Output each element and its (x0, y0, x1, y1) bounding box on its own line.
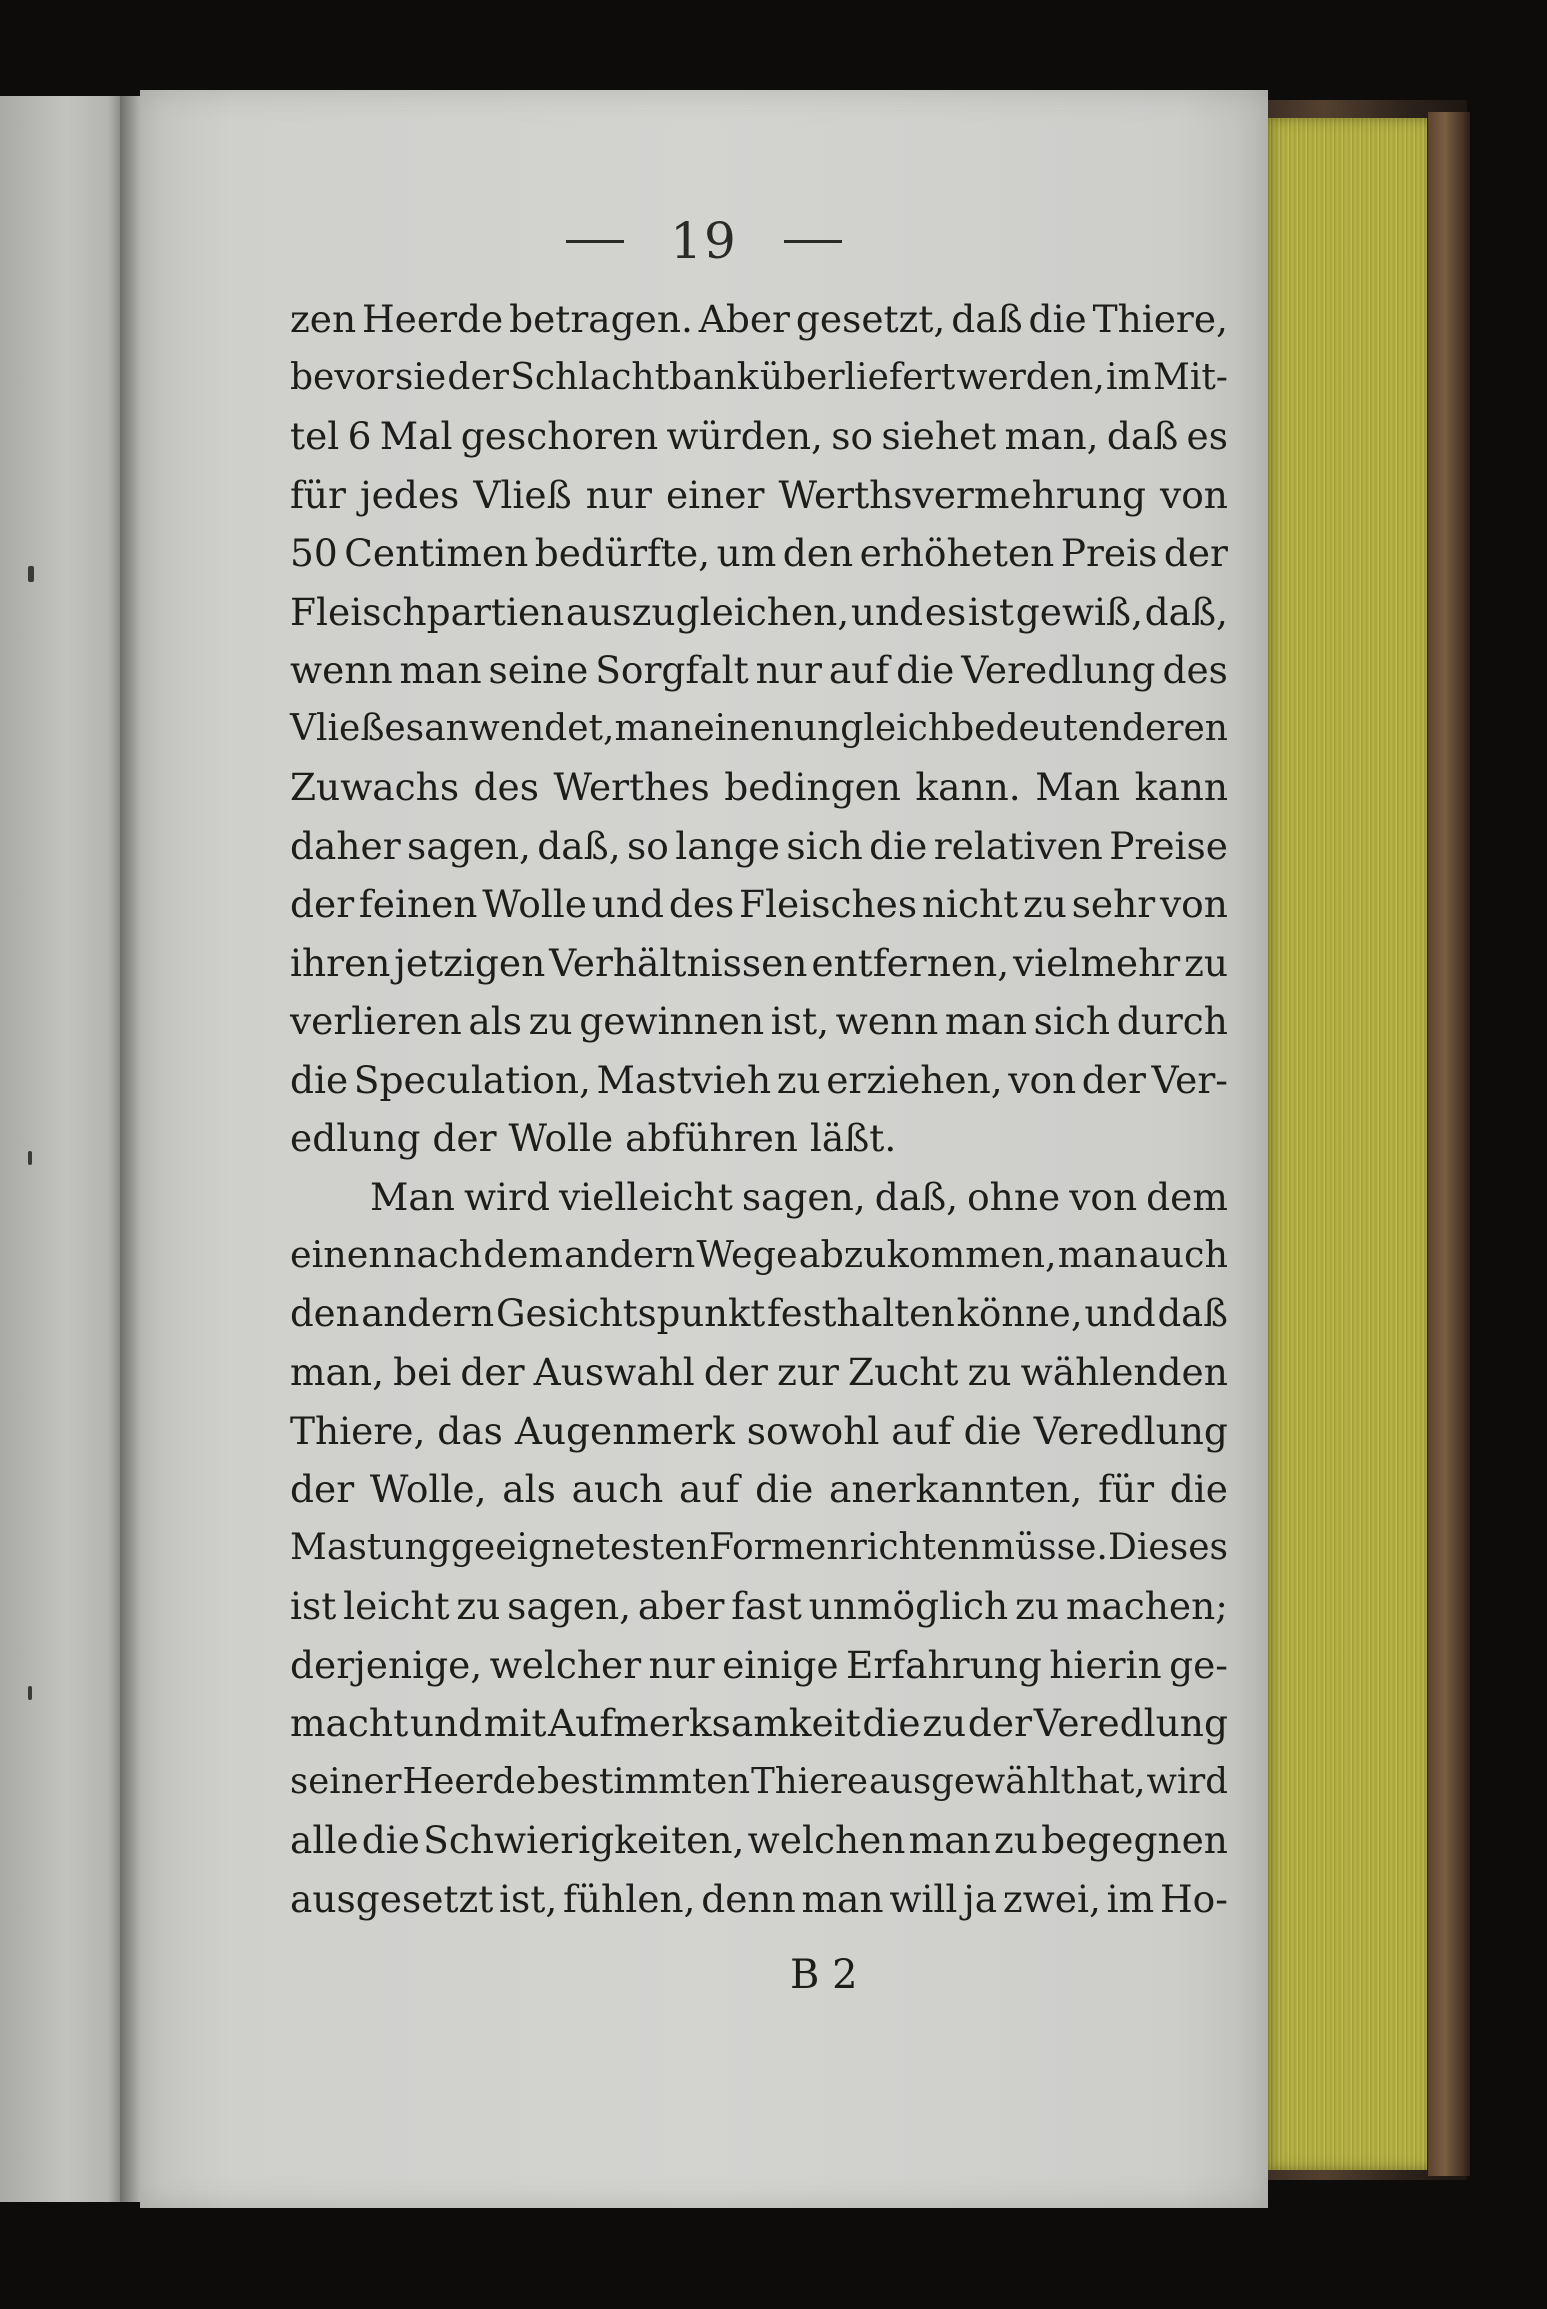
word: den (782, 531, 854, 575)
word: Schwierigkeiten, (423, 1818, 745, 1862)
word: Ho- (1159, 1876, 1228, 1921)
word: Aufmerksamkeit (548, 1701, 861, 1745)
word: anerkannten, (829, 1467, 1083, 1511)
word: jedes (360, 472, 460, 517)
word: daß (1106, 414, 1179, 458)
word: ist, (770, 999, 830, 1043)
word: hierin (1049, 1642, 1162, 1687)
word: der (447, 356, 509, 398)
word: des (473, 765, 539, 809)
word: sowohl (746, 1408, 880, 1453)
text-line (140, 1811, 1268, 1869)
word: ausgesetzt (290, 1876, 494, 1921)
word: für (1098, 1467, 1155, 1511)
page-number: 19 (670, 212, 738, 270)
word: ist (967, 589, 1015, 634)
word: von (1159, 882, 1228, 926)
word: sagen, (507, 1584, 632, 1628)
word: nur (755, 648, 822, 692)
word: der (290, 882, 355, 926)
text-line (140, 583, 1268, 641)
word: lange (675, 823, 780, 868)
word: Werthes (553, 765, 710, 809)
header-dash-left (566, 240, 624, 243)
word: relativen (933, 823, 1103, 868)
text-line (140, 349, 1268, 407)
word: zu (993, 1818, 1038, 1862)
word: Thiere, (290, 1408, 426, 1453)
word: leicht (343, 1584, 450, 1628)
word: um (716, 531, 777, 575)
word: Formen (708, 1526, 850, 1568)
word: bedürfte, (534, 531, 711, 575)
page-header (140, 208, 1268, 270)
word: Aber (698, 297, 790, 341)
text-line (140, 1402, 1268, 1460)
word: Verhältnissen (549, 940, 808, 985)
word: durch (1116, 999, 1228, 1043)
word: anwendet, (424, 707, 615, 749)
word: Erfahrung (845, 1642, 1042, 1687)
text-line (140, 1343, 1268, 1401)
word: den (290, 1291, 360, 1335)
word: die (361, 1818, 420, 1862)
word: einen (693, 707, 794, 749)
word: Gesichtspunkt (495, 1291, 766, 1335)
word: auszugleichen, (565, 589, 850, 634)
word: andern (361, 1291, 495, 1335)
word: fast (731, 1584, 802, 1628)
word: will (889, 1876, 958, 1921)
word: einige (722, 1642, 839, 1687)
word: Werthsvermehrung (778, 472, 1146, 517)
word: die (896, 648, 955, 692)
word: ge- (1169, 1642, 1228, 1687)
word: ja (963, 1876, 998, 1921)
text-line (140, 290, 1268, 348)
word: bedeutenderen (951, 707, 1228, 749)
word: Thiere, (1092, 297, 1228, 341)
word: Mal (379, 414, 453, 458)
word: Veredlung (1033, 1408, 1228, 1453)
word: zu (1184, 940, 1228, 985)
word: nach (393, 1233, 483, 1276)
text-line (140, 758, 1268, 816)
book-gutter (120, 96, 142, 2202)
word: bedingen (724, 765, 901, 809)
text-line (140, 1694, 1268, 1752)
word: bestimmten (537, 1760, 751, 1802)
word: feinen (358, 882, 478, 926)
text-line (140, 1168, 1268, 1226)
word: die (290, 1057, 349, 1102)
word: zu (456, 1584, 501, 1628)
word: welcher (489, 1642, 642, 1687)
text-line (140, 992, 1268, 1050)
text-line (140, 1285, 1268, 1343)
word: dem (1146, 1174, 1228, 1219)
word: zu (528, 999, 573, 1043)
word: auch (1138, 1233, 1228, 1276)
word: vielleicht (559, 1174, 733, 1219)
word: auf (678, 1467, 740, 1511)
text-line (140, 407, 1268, 465)
word: der (1081, 1057, 1146, 1102)
word: geschoren (460, 414, 659, 458)
word: von (1008, 1057, 1077, 1102)
word: einer (665, 472, 765, 517)
word: sehr (1071, 882, 1156, 926)
word: nicht (921, 882, 1019, 926)
word: die (963, 1408, 1022, 1453)
word: welchen (747, 1818, 906, 1862)
word: die (862, 1701, 921, 1745)
word: daher (290, 823, 401, 868)
word: Veredlung (961, 648, 1156, 692)
word: die (1028, 297, 1087, 341)
word: ausgewählt (868, 1760, 1075, 1802)
word: ungleich (793, 707, 952, 749)
text-line (140, 934, 1268, 992)
word: auf (828, 648, 890, 692)
word: alle (290, 1818, 359, 1862)
word: es (924, 589, 967, 634)
word: derjenige, (290, 1642, 483, 1687)
word: 6 (347, 414, 372, 458)
word: auch (571, 1467, 664, 1511)
word: gesetzt, (795, 297, 946, 341)
signature-mark: B 2 (790, 1952, 858, 1998)
left-page-mark (28, 1151, 32, 1165)
word: des (668, 882, 735, 926)
word: Mastung (290, 1526, 451, 1568)
text-line: edlung der Wolle abführen läßt. (290, 1116, 897, 1160)
word: Augenmerk (514, 1408, 735, 1453)
word: Dieses (1108, 1526, 1228, 1568)
word: Vließ (473, 472, 572, 517)
word: für (290, 472, 346, 517)
word: sagen, (407, 823, 531, 868)
word: der (703, 1350, 768, 1394)
word: die (1169, 1467, 1228, 1511)
word: Mit- (1152, 356, 1228, 398)
word: daß (951, 297, 1023, 341)
text-line (140, 875, 1268, 933)
word: bei (393, 1350, 452, 1394)
word: begegnen (1041, 1818, 1228, 1862)
word: zu (1023, 882, 1067, 926)
word: zu (776, 1057, 821, 1102)
word: werden, (956, 356, 1105, 398)
word: sagen, (741, 1174, 866, 1219)
word: Man (1035, 765, 1121, 809)
word: man, (290, 1350, 384, 1394)
word: aber (637, 1584, 725, 1628)
word: ohne (967, 1174, 1061, 1219)
word: siehet (881, 414, 997, 458)
text-line (140, 1519, 1268, 1577)
word: zwei, (1002, 1876, 1101, 1921)
word: von (1160, 472, 1228, 517)
word: und (591, 882, 665, 926)
word: Fleischpartien (290, 589, 565, 634)
word: Preis (1060, 531, 1158, 575)
word: daß (1157, 1291, 1228, 1335)
text-line (140, 1226, 1268, 1284)
word: so (831, 414, 874, 458)
text-line (140, 466, 1268, 524)
word: Mastvieh (596, 1057, 772, 1102)
word: ihren (290, 940, 391, 985)
book-page (140, 90, 1268, 2208)
word: 50 (290, 531, 338, 575)
word: Heerde (361, 297, 504, 341)
word: gewinnen (579, 999, 765, 1043)
word: ist (290, 1584, 337, 1628)
word: macht (290, 1701, 409, 1745)
word: der (1163, 531, 1228, 575)
word: der (967, 1701, 1033, 1745)
text-line (140, 817, 1268, 875)
word: nur (648, 1642, 715, 1687)
word: wenn (290, 648, 393, 692)
text-line (140, 524, 1268, 582)
word: seiner (290, 1760, 402, 1802)
word: das (437, 1408, 503, 1453)
word: Preise (1109, 823, 1228, 868)
word: sie (394, 356, 447, 398)
word: Schlachtbank (510, 356, 759, 398)
word: von (1069, 1174, 1138, 1219)
word: zen (290, 297, 357, 341)
word: vielmehr (1013, 940, 1181, 985)
text-line (140, 1577, 1268, 1635)
word: ist, (499, 1876, 558, 1921)
word: als (502, 1467, 556, 1511)
word: Wolle (482, 882, 587, 926)
word: machen; (1065, 1584, 1228, 1628)
word: verlieren (290, 999, 462, 1043)
word: wird (1146, 1760, 1228, 1802)
word: würden, (666, 414, 823, 458)
word: Wege (696, 1233, 798, 1276)
word: des (1162, 648, 1228, 692)
word: müsse. (980, 1526, 1108, 1568)
left-facing-page (0, 96, 120, 2202)
text-line (140, 1870, 1268, 1928)
text-line (140, 1051, 1268, 1109)
word: jetzigen (394, 940, 546, 985)
word: Thiere (751, 1760, 868, 1802)
word: andern (564, 1233, 696, 1276)
word: als (468, 999, 523, 1043)
word: man (614, 707, 694, 749)
word: mit (483, 1701, 547, 1745)
word: Wolle, (369, 1467, 487, 1511)
word: fühlen, (563, 1876, 696, 1921)
left-page-mark (28, 566, 34, 582)
word: bevor (290, 356, 394, 398)
word: und (850, 589, 924, 634)
word: man (1057, 1233, 1138, 1276)
word: man (399, 648, 482, 692)
word: tel (290, 414, 340, 458)
word: abzukommen, (798, 1233, 1057, 1276)
word: zur (777, 1350, 839, 1394)
word: festhalten (767, 1291, 955, 1335)
word: und (409, 1701, 483, 1745)
word: gewiß, (1015, 589, 1144, 634)
word: kann (1134, 765, 1228, 809)
word: die (755, 1467, 814, 1511)
word: zu (922, 1701, 967, 1745)
word: zu (967, 1350, 1012, 1394)
word: Fleisches (739, 882, 918, 926)
word: man (944, 999, 1027, 1043)
left-page-mark (28, 1686, 32, 1700)
cover-binding (1428, 112, 1470, 2176)
word: wenn (835, 999, 939, 1043)
word: erhöheten (859, 531, 1055, 575)
word: Centimen (344, 531, 529, 575)
word: geeignetesten (450, 1526, 709, 1568)
word: nur (585, 472, 652, 517)
word: unmöglich (808, 1584, 1009, 1628)
word: daß, (874, 1174, 959, 1219)
word: kann. (915, 765, 1021, 809)
word: wird (463, 1174, 550, 1219)
word: daß, (1144, 589, 1228, 634)
word: dem (483, 1233, 563, 1276)
word: Man (370, 1174, 455, 1219)
header-dash-right (784, 240, 842, 243)
word: erziehen, (826, 1057, 1003, 1102)
word: seine (488, 648, 589, 692)
word: man (801, 1876, 884, 1921)
text-line (140, 641, 1268, 699)
word: Heerde (402, 1760, 537, 1802)
word: Speculation, (353, 1057, 591, 1102)
page-edges (1262, 118, 1427, 2170)
word: die (869, 823, 928, 868)
word: Veredlung (1033, 1701, 1228, 1745)
word: richten (849, 1526, 981, 1568)
word: Zucht (848, 1350, 959, 1394)
word: Auswahl (533, 1350, 695, 1394)
word: so (627, 823, 669, 868)
word: es (1186, 414, 1228, 458)
text-line (140, 1753, 1268, 1811)
text-line (140, 1636, 1268, 1694)
word: Ver- (1151, 1057, 1228, 1102)
text-line (140, 1460, 1268, 1518)
word: auf (891, 1408, 952, 1453)
word: sich (786, 823, 863, 868)
word: einen (290, 1233, 392, 1276)
word: sich (1033, 999, 1111, 1043)
word: daß, (537, 823, 621, 868)
word: im (1106, 1876, 1155, 1921)
word: entfernen, (811, 940, 1010, 985)
word: zu (1015, 1584, 1059, 1628)
word: Zuwachs (290, 765, 460, 809)
word: man (908, 1818, 991, 1862)
word: Sorgfalt (595, 648, 749, 692)
word: im (1106, 356, 1152, 398)
word: der (460, 1350, 525, 1394)
word: hat, (1075, 1760, 1146, 1802)
word: wählenden (1020, 1350, 1228, 1394)
word: denn (701, 1876, 796, 1921)
word: könne, (956, 1291, 1083, 1335)
word: und (1084, 1291, 1156, 1335)
word: Vließes (290, 707, 425, 749)
word: der (290, 1467, 355, 1511)
word: betragen. (509, 297, 693, 341)
word: man, (1004, 414, 1099, 458)
word: überliefert (759, 356, 956, 398)
text-line (140, 700, 1268, 758)
